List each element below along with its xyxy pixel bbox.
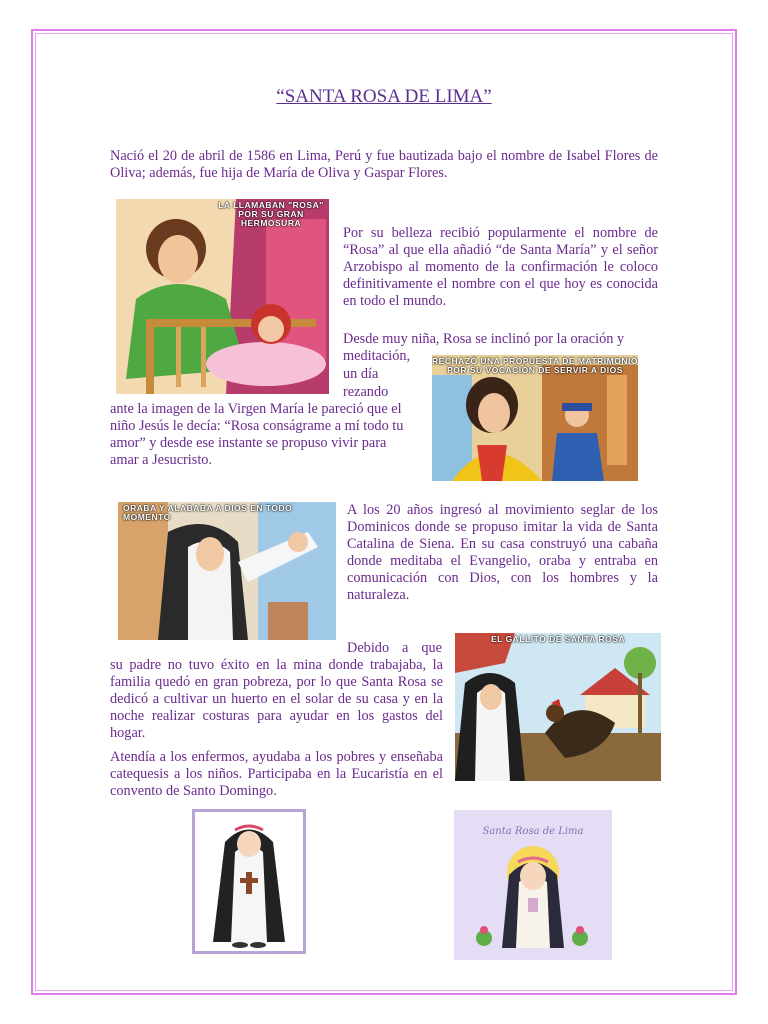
illustration-rejected-marriage: [432, 355, 638, 481]
paragraph-prayer-line4: rezando: [343, 384, 389, 400]
illustration-baby-rosa: [116, 199, 329, 394]
paragraph-poverty-first: Debido a que: [347, 640, 442, 656]
paragraph-charity: Atendía a los enfermos, ayudaba a los pobres y enseñaba catequesis a los niños. Participaba en la Eucaristía en el convento de Santo Domingo.: [110, 749, 443, 799]
illustration-praying: [118, 502, 336, 640]
paragraph-name: Por su belleza recibió popularmente el nombre de “Rosa” al que ella añadió “de Santa María” y el señor Arzobispo al momento de la confirmación le coloco definitivamente el nombre con el que hoy es conocida en todo el mundo.: [343, 225, 658, 309]
page-title: “SANTA ROSA DE LIMA”: [276, 86, 492, 107]
paragraph-poverty-rest: su padre no tuvo éxito en la mina donde trabajaba, la familia quedó en gran pobreza, por lo que Santa Rosa se dedicó a cultivar un huerto en el solar de su casa y en la noche realizar costuras para ayudar en los gastos del hogar.: [110, 657, 443, 741]
img3-banner: ORABA Y ALABABA A DIOS EN TODO MOMENTO: [123, 503, 293, 522]
img4-banner: EL GALLITO DE SANTA ROSA: [491, 634, 625, 644]
paragraph-prayer-line3: un día: [343, 366, 379, 382]
paragraph-prayer-line2: meditación,: [343, 348, 411, 364]
paragraph-dominicans: A los 20 años ingresó al movimiento seglar de los Dominicos donde se propuso imitar la vida de Santa Catalina de Siena. En su casa construyó una cabaña donde meditaba el Evangelio, oraba y entraba en comunicación con Dios, con los hombres y la naturaleza.: [347, 502, 658, 603]
santa-rosa-caption: Santa Rosa de Lima: [482, 826, 584, 837]
paragraph-birth: Nació el 20 de abril de 1586 en Lima, Perú y fue bautizada bajo el nombre de Isabel Flores de Oliva; además, fue hija de María de Oliva y Gaspar Flores.: [110, 148, 658, 181]
illustration-nun-standing: [192, 809, 306, 954]
paragraph-prayer-rest: ante la imagen de la Virgen María le pareció que el niño Jesús le decía: “Rosa conságrame a mí todo tu amor” y desde ese instante se propuso vivir para amar a Jesucristo.: [110, 401, 404, 468]
illustration-santa-rosa-cartoon: [454, 810, 612, 960]
paragraph-prayer-line1: Desde muy niña, Rosa se inclinó por la oración y: [343, 331, 625, 347]
img2-banner: RECHAZÓ UNA PROPUESTA DE MATRIMONIO POR SU VOCACIÓN DE SERVIR A DIOS: [432, 356, 638, 375]
img1-banner: LA LLAMABAN "ROSA" POR SU GRAN HERMOSURA: [218, 200, 324, 228]
illustration-rooster: [455, 633, 661, 781]
